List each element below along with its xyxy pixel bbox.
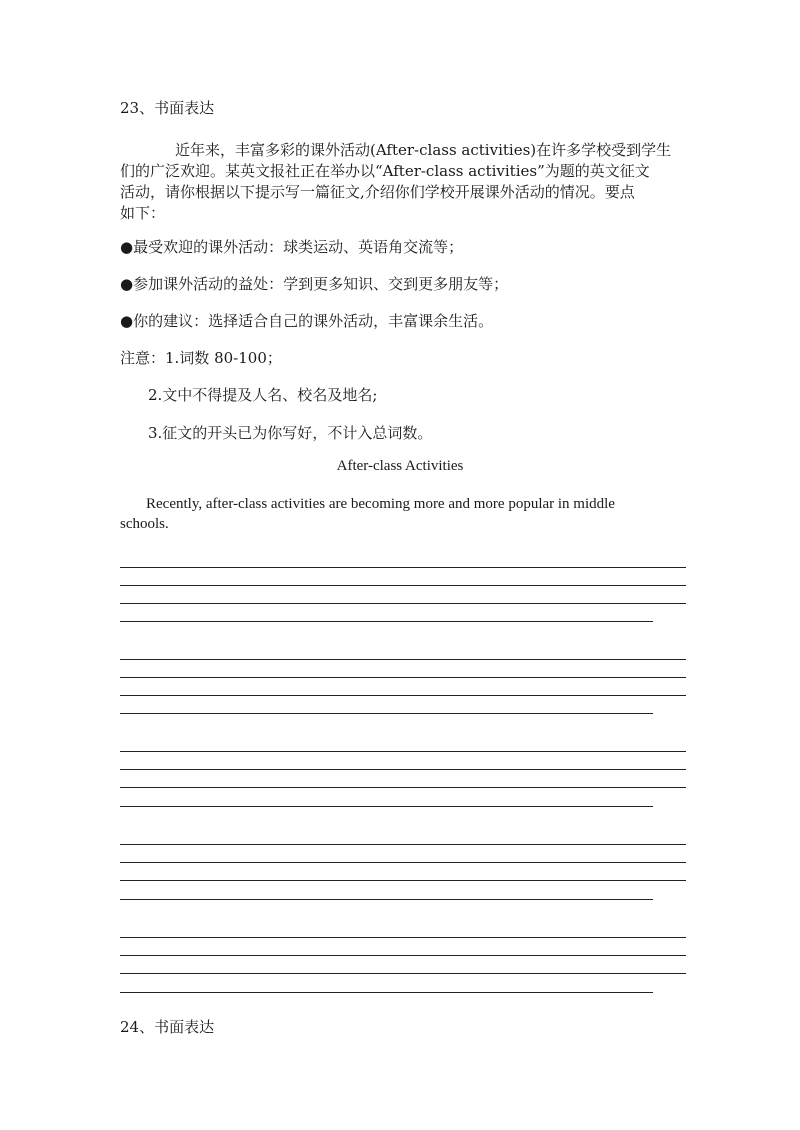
writing-line[interactable] <box>120 787 686 788</box>
writing-line[interactable] <box>120 603 686 604</box>
writing-line[interactable] <box>120 937 686 938</box>
writing-line[interactable] <box>120 955 686 956</box>
bullet-benefits: ●参加课外活动的益处：学到更多知识、交到更多朋友等； <box>120 275 509 293</box>
writing-line[interactable] <box>120 677 686 678</box>
note-word-count: 注意：1.词数 80-100； <box>120 349 282 367</box>
writing-line[interactable] <box>120 751 686 752</box>
writing-line[interactable] <box>120 844 686 845</box>
bullet-suggestion: ●你的建议：选择适合自己的课外活动，丰富课余生活。 <box>120 312 494 330</box>
writing-line[interactable] <box>120 899 653 900</box>
writing-line[interactable] <box>120 659 686 660</box>
writing-line[interactable] <box>120 695 686 696</box>
essay-opening-line-1: Recently, after-class activities are becoming more and more popular in middle <box>146 496 615 512</box>
writing-line[interactable] <box>120 769 686 770</box>
writing-line[interactable] <box>120 973 686 974</box>
essay-opening-line-2: schools. <box>120 516 169 532</box>
question-23-heading: 23、书面表达 <box>120 99 215 117</box>
note-no-names: 2.文中不得提及人名、校名及地名; <box>148 386 378 404</box>
writing-line[interactable] <box>120 992 653 993</box>
writing-line[interactable] <box>120 880 686 881</box>
note-opening-given: 3.征文的开头已为你写好，不计入总词数。 <box>148 424 433 442</box>
intro-line-1: 近年来，丰富多彩的课外活动(After-class activities)在许多学校受到学生 <box>175 141 672 159</box>
intro-line-4: 如下： <box>120 204 166 222</box>
writing-line[interactable] <box>120 621 653 622</box>
writing-line[interactable] <box>120 713 653 714</box>
writing-line[interactable] <box>120 585 686 586</box>
question-24-heading: 24、书面表达 <box>120 1018 215 1036</box>
intro-line-3: 活动，请你根据以下提示写一篇征文,介绍你们学校开展课外活动的情况。要点 <box>120 183 635 201</box>
writing-line[interactable] <box>120 806 653 807</box>
intro-line-2: 们的广泛欢迎。某英文报社正在举办以“After-class activities”为题的英文征文 <box>120 162 650 180</box>
writing-line[interactable] <box>120 862 686 863</box>
bullet-popular-activities: ●最受欢迎的课外活动：球类运动、英语角交流等； <box>120 238 464 256</box>
writing-line[interactable] <box>120 567 686 568</box>
essay-title: After-class Activities <box>336 458 464 474</box>
